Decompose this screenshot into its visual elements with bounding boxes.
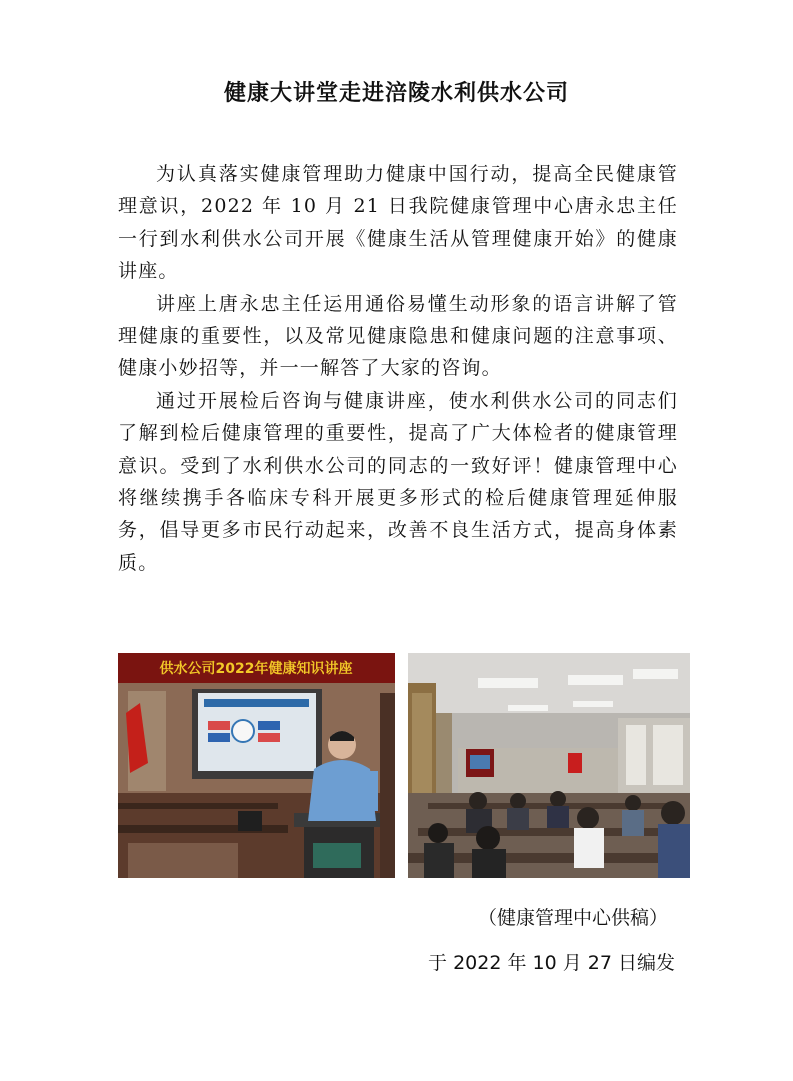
paragraph-1: 为认真落实健康管理助力健康中国行动，提高全民健康管理意识，2022 年 10 月 21 日我院健康管理中心唐永忠主任一行到水利供水公司开展《健康生活从管理健康开始》的健康讲座。 (118, 163, 678, 283)
article-body (118, 158, 678, 579)
publish-date: 于 2022 年 10 月 27 日编发 (428, 952, 675, 974)
source-credit: （健康管理中心供稿） (477, 907, 668, 929)
banner-text: 供水公司2022年健康知识讲座 (159, 661, 353, 677)
article-title: 健康大讲堂走进涪陵水利供水公司 (223, 81, 569, 106)
paragraph-3: 通过开展检后咨询与健康讲座，使水利供水公司的同志们了解到检后健康管理的重要性，提高了广大体检者的健康管理意识。受到了水利供水公司的同志的一致好评！健康管理中心将继续携手各临床专科开展更多形式的检后健康管理延伸服务，倡导更多市民行动起来，改善不良生活方式，提高身体素质。 (118, 389, 678, 574)
lecture-audience-photo (408, 653, 690, 878)
paragraph-2: 讲座上唐永忠主任运用通俗易懂生动形象的语言讲解了管理健康的重要性，以及常见健康隐患和健康问题的注意事项、健康小妙招等，并一一解答了大家的咨询。 (118, 292, 678, 380)
lecture-speaker-photo (118, 653, 395, 878)
